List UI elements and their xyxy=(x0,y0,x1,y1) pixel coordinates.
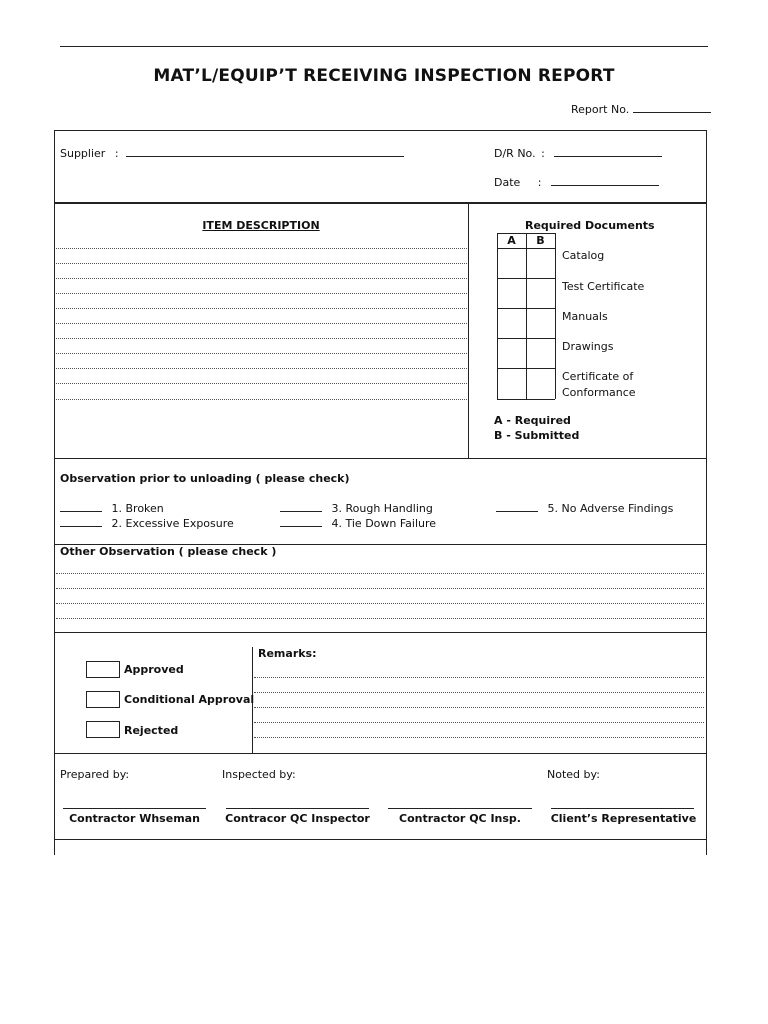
date-label: Date xyxy=(494,176,521,189)
other-obs-line-1[interactable] xyxy=(56,573,704,574)
col-b-header: B xyxy=(536,234,545,247)
item-line-4[interactable] xyxy=(56,293,467,294)
noted-by-label: Noted by: xyxy=(547,768,600,781)
observation-broken: 1. Broken xyxy=(60,501,164,515)
date-input[interactable] xyxy=(551,175,659,186)
other-observation-heading: Other Observation ( please check ) xyxy=(60,545,277,558)
checkbox-catalog-a[interactable] xyxy=(498,249,525,277)
checkbox-coc-a[interactable] xyxy=(498,369,525,398)
rejected-label: Rejected xyxy=(124,724,179,737)
box-top xyxy=(54,130,706,131)
remarks-line-4[interactable] xyxy=(254,722,704,723)
check-rough-handling[interactable] xyxy=(280,501,322,512)
divider-signatures xyxy=(54,839,706,840)
observation-rough-handling: 3. Rough Handling xyxy=(280,501,433,515)
supplier-input[interactable] xyxy=(126,146,404,157)
checkbox-coc-b[interactable] xyxy=(527,369,554,398)
doc-label-catalog: Catalog xyxy=(562,249,605,262)
rejected-checkbox[interactable] xyxy=(86,721,120,738)
item-line-11[interactable] xyxy=(56,399,467,400)
item-line-9[interactable] xyxy=(56,368,467,369)
checkbox-test-cert-b[interactable] xyxy=(527,279,554,307)
item-line-6[interactable] xyxy=(56,323,467,324)
checkbox-test-cert-a[interactable] xyxy=(498,279,525,307)
report-no-label: Report No. xyxy=(571,103,630,116)
signature-line-2[interactable] xyxy=(226,808,369,809)
legend-submitted: B - Submitted xyxy=(494,429,580,442)
item-line-8[interactable] xyxy=(56,353,467,354)
observation-no-adverse-findings: 5. No Adverse Findings xyxy=(496,501,673,515)
item-description-heading: ITEM DESCRIPTION xyxy=(202,219,320,232)
approved-checkbox[interactable] xyxy=(86,661,120,678)
inspected-by-label: Inspected by: xyxy=(222,768,296,781)
doc-label-certificate-of: Certificate of xyxy=(562,370,634,383)
remarks-line-2[interactable] xyxy=(254,692,704,693)
signature-clients-representative: Client’s Representative xyxy=(550,812,697,825)
checkbox-drawings-b[interactable] xyxy=(527,339,554,367)
item-line-3[interactable] xyxy=(56,278,467,279)
signature-contractor-whseman: Contractor Whseman xyxy=(69,812,200,825)
dr-no-label: D/R No. xyxy=(494,147,536,160)
observation-tie-down-failure: 4. Tie Down Failure xyxy=(280,516,436,530)
box-right xyxy=(706,130,707,855)
observation-heading: Observation prior to unloading ( please check) xyxy=(60,472,350,485)
signature-line-4[interactable] xyxy=(551,808,694,809)
checkbox-catalog-b[interactable] xyxy=(527,249,554,277)
check-excessive-exposure[interactable] xyxy=(60,516,102,527)
divider-items xyxy=(54,458,706,459)
legend-required: A - Required xyxy=(494,414,571,427)
item-line-1[interactable] xyxy=(56,248,467,249)
divider-other-observation xyxy=(54,632,706,633)
signature-line-3[interactable] xyxy=(388,808,532,809)
observation-excessive-exposure: 2. Excessive Exposure xyxy=(60,516,234,530)
supplier-label: Supplier xyxy=(60,147,106,160)
other-obs-line-3[interactable] xyxy=(56,603,704,604)
signature-contractor-qc-insp: Contractor QC Insp. xyxy=(399,812,521,825)
check-broken[interactable] xyxy=(60,501,102,512)
remarks-label: Remarks: xyxy=(258,647,317,660)
dr-no-input[interactable] xyxy=(554,146,662,157)
remarks-line-3[interactable] xyxy=(254,707,704,708)
dr-no-field: D/R No. : xyxy=(494,146,662,160)
divider-status xyxy=(54,753,706,754)
checkbox-manuals-a[interactable] xyxy=(498,309,525,337)
other-obs-line-4[interactable] xyxy=(56,618,704,619)
check-no-adverse-findings[interactable] xyxy=(496,501,538,512)
prepared-by-label: Prepared by: xyxy=(60,768,130,781)
divider-header xyxy=(54,202,706,204)
checkbox-manuals-b[interactable] xyxy=(527,309,554,337)
other-obs-line-2[interactable] xyxy=(56,588,704,589)
date-field: Date : xyxy=(494,175,659,189)
item-line-5[interactable] xyxy=(56,308,467,309)
conditional-approval-checkbox[interactable] xyxy=(86,691,120,708)
doc-label-manuals: Manuals xyxy=(562,310,608,323)
box-left xyxy=(54,130,55,855)
signature-line-1[interactable] xyxy=(63,808,206,809)
supplier-field: Supplier : xyxy=(60,146,404,160)
item-line-7[interactable] xyxy=(56,338,467,339)
report-no-input[interactable] xyxy=(633,102,711,113)
top-rule xyxy=(60,46,708,47)
check-tie-down-failure[interactable] xyxy=(280,516,322,527)
item-docs-divider xyxy=(468,203,469,458)
doc-label-test-certificate: Test Certificate xyxy=(562,280,645,293)
item-line-2[interactable] xyxy=(56,263,467,264)
checkbox-drawings-a[interactable] xyxy=(498,339,525,367)
remarks-line-1[interactable] xyxy=(254,677,704,678)
signature-contractor-qc-inspector: Contracor QC Inspector xyxy=(225,812,370,825)
report-no-field xyxy=(571,102,711,116)
doc-label-drawings: Drawings xyxy=(562,340,614,353)
page-title: MAT’L/EQUIP’T RECEIVING INSPECTION REPORT xyxy=(153,66,615,86)
required-documents-heading: Required Documents xyxy=(525,219,655,232)
col-a-header: A xyxy=(507,234,516,247)
doc-label-conformance: Conformance xyxy=(562,386,636,399)
item-line-10[interactable] xyxy=(56,383,467,384)
conditional-approval-label: Conditional Approval xyxy=(124,693,255,706)
remarks-line-5[interactable] xyxy=(254,737,704,738)
approved-label: Approved xyxy=(124,663,184,676)
